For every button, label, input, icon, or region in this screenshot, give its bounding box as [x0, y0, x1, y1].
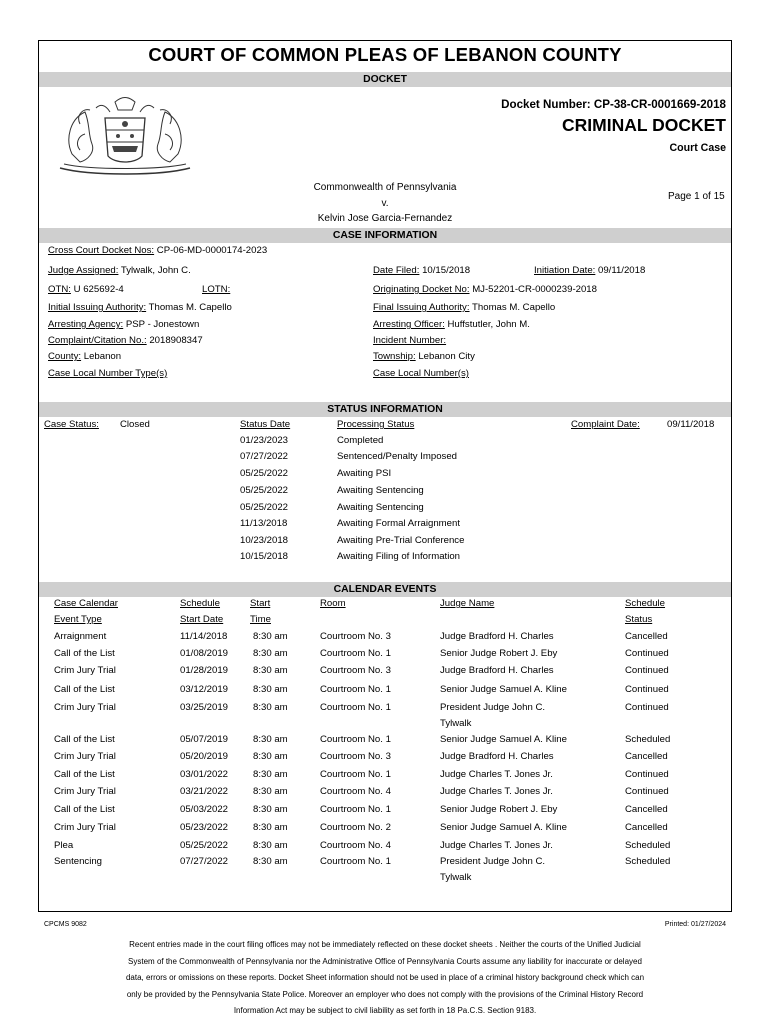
- arresting-agency-label: Arresting Agency:: [48, 319, 124, 330]
- initiation-row: [534, 266, 645, 276]
- processing-status: Completed: [337, 435, 384, 446]
- schedule-status: Continued: [625, 665, 669, 676]
- event-type: Arraignment: [54, 631, 107, 642]
- event-type: Crim Jury Trial: [54, 786, 116, 797]
- otn-label: OTN:: [48, 284, 71, 295]
- start-date: 11/14/2018: [180, 631, 228, 642]
- case-status-label: Case Status:: [44, 419, 99, 430]
- start-time: 8:30 am: [253, 856, 288, 867]
- complaint-row: [48, 336, 203, 346]
- processing-status: Awaiting Pre-Trial Conference: [337, 535, 465, 546]
- schedule-status: Cancelled: [625, 804, 668, 815]
- date-filed-value: 10/15/2018: [422, 265, 471, 276]
- disclaimer-line: Recent entries made in the court filing offices may not be immediately reflected on these docket sheets . Neither the courts of the Unified Judicial: [129, 940, 641, 949]
- start-time: 8:30 am: [253, 840, 288, 851]
- start-time: 8:30 am: [253, 734, 288, 745]
- originating-docket-label: Originating Docket No:: [373, 284, 470, 295]
- start-time: 8:30 am: [253, 786, 288, 797]
- local-number-type-label: Case Local Number Type(s): [48, 368, 168, 379]
- room: Courtroom No. 4: [320, 786, 391, 797]
- schedule-status: Cancelled: [625, 631, 668, 642]
- judge-row: [48, 266, 191, 276]
- printed-date: Printed: 01/27/2024: [664, 921, 726, 928]
- judge-name: Judge Bradford H. Charles: [440, 665, 554, 676]
- status-date: 05/25/2022: [240, 485, 289, 496]
- caption-defendant: Kelvin Jose Garcia-Fernandez: [317, 213, 453, 224]
- township-value: Lebanon City: [418, 351, 475, 362]
- complaint-value: 2018908347: [149, 335, 203, 346]
- start-date: 03/21/2022: [180, 786, 229, 797]
- judge-name: Judge Bradford H. Charles: [440, 751, 554, 762]
- judge-name: Senior Judge Samuel A. Kline: [440, 734, 567, 745]
- event-type: Call of the List: [54, 684, 115, 695]
- originating-docket-row: [373, 285, 597, 295]
- processing-status: Awaiting Sentencing: [337, 502, 424, 513]
- processing-status-header: Processing Status: [337, 419, 415, 430]
- start-time-header-2: Time: [250, 614, 271, 625]
- schedule-status: Continued: [625, 786, 669, 797]
- room: Courtroom No. 1: [320, 702, 391, 713]
- judge-name-continued: Tylwalk: [440, 872, 472, 883]
- disclaimer: [70, 937, 700, 1020]
- status-date-header: Status Date: [240, 419, 291, 430]
- judge-name-header: Judge Name: [440, 598, 495, 609]
- final-authority-row: [373, 303, 555, 313]
- schedule-status-header-2: Status: [625, 614, 653, 625]
- start-time: 8:30 am: [253, 822, 288, 833]
- schedule-status-header-1: Schedule: [625, 598, 666, 609]
- form-code: CPCMS 9082: [44, 921, 87, 928]
- judge-name: President Judge John C.: [440, 702, 546, 713]
- event-type: Crim Jury Trial: [54, 702, 116, 713]
- event-type: Sentencing: [54, 856, 103, 867]
- start-time: 8:30 am: [253, 751, 288, 762]
- start-date: 01/08/2019: [180, 648, 229, 659]
- processing-status: Awaiting Formal Arraignment: [337, 518, 460, 529]
- final-authority-value: Thomas M. Capello: [472, 302, 556, 313]
- judge-name: Judge Charles T. Jones Jr.: [440, 769, 553, 780]
- room: Courtroom No. 3: [320, 751, 391, 762]
- arresting-agency-value: PSP - Jonestown: [125, 319, 200, 330]
- cross-court-row: [48, 246, 267, 256]
- county-value: Lebanon: [83, 351, 122, 362]
- judge-name: President Judge John C.: [440, 856, 546, 867]
- processing-status: Awaiting PSI: [337, 468, 392, 479]
- judge-name: Judge Charles T. Jones Jr.: [440, 840, 553, 851]
- initial-authority-row: [48, 303, 232, 313]
- caption-versus: v.: [381, 198, 389, 209]
- pennsylvania-seal-icon: [50, 94, 200, 178]
- start-time: 8:30 am: [253, 631, 288, 642]
- start-date: 07/27/2022: [180, 856, 229, 867]
- status-date: 05/25/2022: [240, 502, 289, 513]
- room: Courtroom No. 3: [320, 631, 391, 642]
- start-date-header-2: Start Date: [180, 614, 224, 625]
- initial-authority-label: Initial Issuing Authority:: [48, 302, 147, 313]
- incident-label: Incident Number:: [373, 335, 447, 346]
- event-type: Plea: [54, 840, 74, 851]
- docket-band: DOCKET: [39, 72, 731, 87]
- start-date: 03/12/2019: [180, 684, 229, 695]
- processing-status: Awaiting Filing of Information: [337, 551, 461, 562]
- event-type: Call of the List: [54, 648, 115, 659]
- schedule-status: Cancelled: [625, 751, 668, 762]
- judge-name: Senior Judge Robert J. Eby: [440, 648, 558, 659]
- complaint-label: Complaint/Citation No.:: [48, 335, 147, 346]
- complaint-date-value: 09/11/2018: [667, 419, 715, 430]
- event-type: Call of the List: [54, 734, 115, 745]
- judge-name: Judge Bradford H. Charles: [440, 631, 554, 642]
- disclaimer-line: System of the Commonwealth of Pennsylvania nor the Administrative Office of Pennsylvania Courts assume any liability for inaccurate or delayed: [128, 956, 642, 966]
- start-date: 05/03/2022: [180, 804, 229, 815]
- room: Courtroom No. 3: [320, 665, 391, 676]
- judge-name: Senior Judge Samuel A. Kline: [440, 822, 567, 833]
- local-number-label: Case Local Number(s): [373, 368, 469, 379]
- start-time: 8:30 am: [253, 769, 288, 780]
- start-date: 03/25/2019: [180, 702, 229, 713]
- status-date: 10/15/2018: [240, 551, 289, 562]
- schedule-status: Continued: [625, 648, 669, 659]
- final-authority-label: Final Issuing Authority:: [373, 302, 470, 313]
- case-kind: Court Case: [669, 142, 726, 154]
- status-date: 01/23/2023: [240, 435, 289, 446]
- initiation-label: Initiation Date:: [534, 265, 596, 276]
- status-date: 11/13/2018: [240, 518, 288, 529]
- start-date: 05/23/2022: [180, 822, 229, 833]
- disclaimer-line: only be provided by the Pennsylvania State Police. Moreover an employer who does not comply with the provisions of the Criminal History Record: [126, 989, 644, 999]
- initiation-value: 09/11/2018: [598, 265, 646, 276]
- case-status-value: Closed: [120, 419, 150, 430]
- start-date: 03/01/2022: [180, 769, 229, 780]
- schedule-status: Continued: [625, 769, 669, 780]
- page-number: Page 1 of 15: [668, 191, 725, 202]
- disclaimer-line: Information Act may be subject to civil liability as set forth in 18 Pa.C.S. Section 9183.: [233, 1006, 537, 1016]
- disclaimer-line: data, errors or omissions on these reports. Docket Sheet information should not be used in place of a criminal history background check which can: [125, 973, 645, 983]
- originating-docket-value: MJ-52201-CR-0000239-2018: [472, 284, 597, 295]
- room: Courtroom No. 1: [320, 684, 391, 695]
- event-type: Crim Jury Trial: [54, 665, 116, 676]
- processing-status: Sentenced/Penalty Imposed: [337, 451, 458, 462]
- cross-court-value: CP-06-MD-0000174-2023: [156, 245, 268, 256]
- start-date: 05/25/2022: [180, 840, 229, 851]
- docket-type: CRIMINAL DOCKET: [562, 115, 726, 135]
- processing-status: Awaiting Sentencing: [337, 485, 424, 496]
- schedule-status: Scheduled: [625, 840, 671, 851]
- judge-label: Judge Assigned:: [48, 265, 119, 276]
- arresting-officer-row: [373, 320, 530, 330]
- arresting-agency-row: [48, 320, 199, 330]
- judge-value: Tylwalk, John C.: [120, 265, 191, 276]
- schedule-status: Scheduled: [625, 856, 671, 867]
- status-information-band: STATUS INFORMATION: [39, 402, 731, 417]
- judge-name-continued: Tylwalk: [440, 718, 472, 729]
- start-time: 8:30 am: [253, 702, 288, 713]
- event-type-header-1: Case Calendar: [54, 598, 118, 609]
- start-time: 8:30 am: [253, 684, 288, 695]
- start-date: 05/20/2019: [180, 751, 229, 762]
- start-date-header-1: Schedule: [180, 598, 221, 609]
- start-time: 8:30 am: [253, 804, 288, 815]
- room: Courtroom No. 2: [320, 822, 391, 833]
- judge-name: Senior Judge Robert J. Eby: [440, 804, 558, 815]
- judge-name: Judge Charles T. Jones Jr.: [440, 786, 553, 797]
- event-type: Call of the List: [54, 769, 115, 780]
- lotn-label: LOTN:: [202, 284, 231, 295]
- initial-authority-value: Thomas M. Capello: [148, 302, 232, 313]
- room: Courtroom No. 4: [320, 840, 391, 851]
- otn-value: U 625692-4: [73, 284, 124, 295]
- township-row: [373, 352, 475, 362]
- room: Courtroom No. 1: [320, 734, 391, 745]
- arresting-officer-label: Arresting Officer:: [373, 319, 445, 330]
- status-date: 10/23/2018: [240, 535, 289, 546]
- start-date: 05/07/2019: [180, 734, 229, 745]
- schedule-status: Cancelled: [625, 822, 668, 833]
- room: Courtroom No. 1: [320, 648, 391, 659]
- arresting-officer-value: Huffstutler, John M.: [447, 319, 530, 330]
- room: Courtroom No. 1: [320, 856, 391, 867]
- room-header: Room: [320, 598, 346, 609]
- township-label: Township:: [373, 351, 416, 362]
- county-label: County:: [48, 351, 82, 362]
- event-type: Call of the List: [54, 804, 115, 815]
- cross-court-label: Cross Court Docket Nos:: [48, 245, 155, 256]
- start-time-header-1: Start: [250, 598, 271, 609]
- otn-row: [48, 285, 124, 295]
- docket-number: Docket Number: CP-38-CR-0001669-2018: [501, 98, 726, 111]
- judge-name: Senior Judge Samuel A. Kline: [440, 684, 567, 695]
- room: Courtroom No. 1: [320, 804, 391, 815]
- court-title: COURT OF COMMON PLEAS OF LEBANON COUNTY: [148, 44, 622, 65]
- county-row: [48, 352, 121, 362]
- start-time: 8:30 am: [253, 648, 288, 659]
- case-information-band: CASE INFORMATION: [39, 228, 731, 243]
- date-filed-row: [373, 266, 470, 276]
- status-date: 05/25/2022: [240, 468, 289, 479]
- status-date: 07/27/2022: [240, 451, 289, 462]
- start-time: 8:30 am: [253, 665, 288, 676]
- date-filed-label: Date Filed:: [373, 265, 420, 276]
- start-date: 01/28/2019: [180, 665, 229, 676]
- complaint-date-label: Complaint Date:: [571, 419, 640, 430]
- schedule-status: Scheduled: [625, 734, 671, 745]
- schedule-status: Continued: [625, 684, 669, 695]
- event-type-header-2: Event Type: [54, 614, 102, 625]
- caption-plaintiff: Commonwealth of Pennsylvania: [313, 182, 457, 193]
- room: Courtroom No. 1: [320, 769, 391, 780]
- event-type: Crim Jury Trial: [54, 751, 116, 762]
- schedule-status: Continued: [625, 702, 669, 713]
- event-type: Crim Jury Trial: [54, 822, 116, 833]
- calendar-events-band: CALENDAR EVENTS: [39, 582, 731, 597]
